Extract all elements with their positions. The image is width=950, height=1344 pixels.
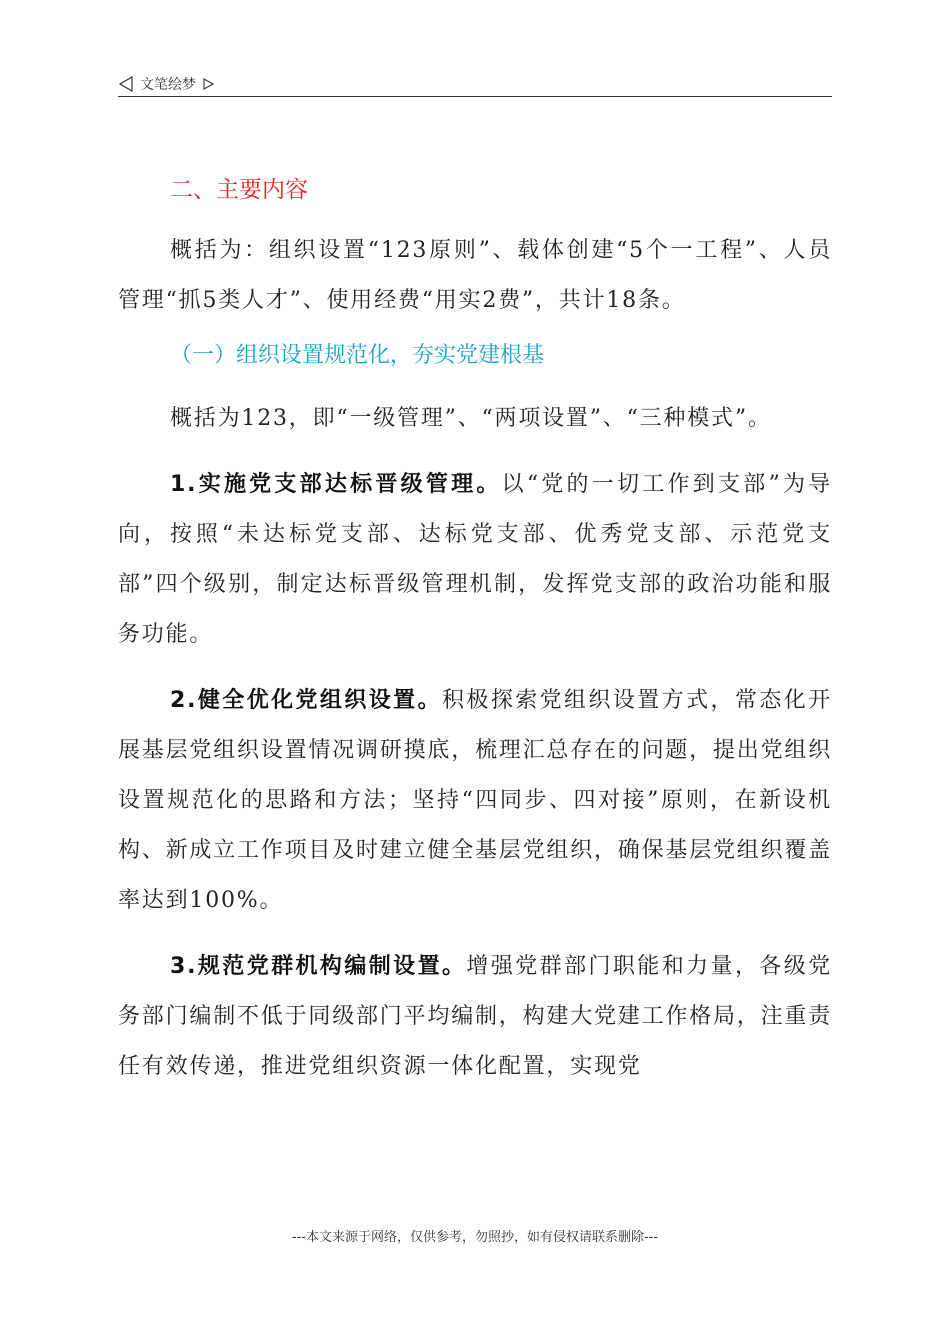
triangle-left-icon [118, 76, 134, 92]
page-header [118, 72, 832, 97]
item-title-2: 2.健全优化党组织设置。 [170, 688, 442, 713]
brand-name: 文笔绘梦 [140, 77, 196, 93]
item-paragraph-3 [118, 942, 832, 1092]
section-one-heading: （一）组织设置规范化，夯实党建根基 [170, 343, 545, 368]
item-title-1: 1.实施党支部达标晋级管理。 [170, 472, 502, 497]
footer-disclaimer: ---本文来源于网络，仅供参考，勿照抄，如有侵权请联系删除--- [291, 1230, 659, 1245]
item-body-2: 积极探索党组织设置方式，常态化开展基层党组织设置情况调研摸底，梳理汇总存在的问题，提出党组织设置规范化的思路和方法；坚持“四同步、四对接”原则，在新设机构、新成立工作项目及时建立健全基层党组织，确保基层党组织覆盖率达到100%。 [118, 688, 833, 913]
item-title-3: 3.规范党群机构编制设置。 [170, 954, 467, 979]
summary-paragraph: 概括为：组织设置“123原则”、载体创建“5个一工程”、人员管理“抓5类人才”、使用经费“用实2费”，共计18条。 [118, 238, 832, 313]
triangle-right-icon [202, 78, 214, 90]
item-body-3: 增强党群部门职能和力量，各级党务部门编制不低于同级部门平均编制，构建大党建工作格局，注重责任有效传递，推进党组织资源一体化配置，实现党 [118, 954, 833, 1079]
item-body-1: 以“党的一切工作到支部”为导向，按照“未达标党支部、达标党支部、优秀党支部、示范党支部”四个级别，制定达标晋级管理机制，发挥党支部的政治功能和服务功能。 [118, 472, 832, 647]
main-heading: 二、主要内容 [170, 177, 308, 203]
document-body [118, 160, 832, 1092]
item-paragraph-2 [118, 676, 832, 926]
section-one-summary: 概括为123，即“一级管理”、“两项设置”、“三种模式”。 [170, 406, 772, 431]
item-paragraph-1 [118, 460, 832, 660]
